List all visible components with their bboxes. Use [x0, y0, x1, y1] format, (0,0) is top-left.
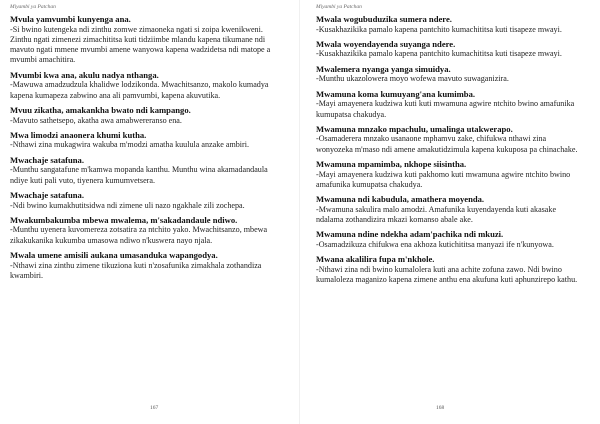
proverb-entry	[10, 190, 278, 211]
proverb-heading: Mwachaje satafuna.	[10, 189, 84, 200]
running-head: Miyambi ya Patchan	[316, 4, 362, 10]
right-page	[316, 0, 584, 424]
proverb-list	[316, 14, 584, 290]
book-gutter	[299, 0, 300, 424]
proverb-explanation: -Ndi bwino kumakhutitsidwa ndi zimene uli nazo ngakhale zili zochepa.	[10, 200, 245, 210]
page-number: 168	[436, 405, 445, 411]
proverb-entry	[316, 89, 584, 120]
proverb-heading: Mwala wogubuduzika sumera ndere.	[316, 14, 452, 24]
proverb-explanation: -Kusakhazikika pamalo kapena pantchito kumachititsa kuti tisapeze mwayi.	[316, 24, 562, 34]
proverb-heading: Mvumbi kwa ana, akulu nadya nthanga.	[10, 69, 159, 80]
proverb-explanation: -Si bwino kutengeka ndi zinthu zomwe zimaoneka ngati si zoipa kwenikweni. Zinthu ngati zimenezi zimachititsa kuti tidziimbe mlandu kapena tikumane ndi mavuto ngati mmene mvumbi amene wanyowa kapena wadzidetsa ndi matope a mvumbi amachitira.	[10, 24, 271, 65]
proverb-heading: Mwala woyendayenda suyanga ndere.	[316, 38, 456, 49]
proverb-explanation: -Munthu ukazolowera moyo wofewa mavuto suwaganizira.	[316, 74, 509, 84]
proverb-heading: Mwamuna mnzako mpachulu, umalinga utakwerapo.	[316, 123, 513, 134]
proverb-explanation: -Nthawi zina mukagwira wakuba m'modzi amatha kuulula anzake ambiri.	[10, 140, 250, 150]
proverb-list	[10, 14, 278, 285]
proverb-heading: Mwachaje satafuna.	[10, 154, 84, 165]
proverb-entry	[316, 124, 584, 155]
proverb-heading: Mwakumbakumba mbewa mwalema, m'sakadandaule ndiwo.	[10, 214, 238, 225]
proverb-entry	[316, 14, 584, 35]
proverb-entry	[316, 159, 584, 190]
running-head: Miyambi ya Patchan	[10, 4, 56, 10]
page-number: 167	[150, 405, 159, 411]
proverb-entry	[316, 229, 584, 250]
proverb-explanation: -Mwamuna sakulira malo amodzi. Amafunika kuyendayenda kuti akasake ndalama zothandizira mkazi komanso abale ake.	[316, 204, 557, 225]
proverb-explanation: -Munthu sangatafune m'kamwa mopanda kanthu. Munthu wina akamadandaula ndiye kuti pali vuto, tiyenera kumumvetsera.	[10, 165, 268, 185]
proverb-explanation: -Nthawi zina zinthu zimene tikuziona kuti n'zosafunika zimakhala zothandiza kwambiri.	[10, 260, 262, 280]
proverb-explanation: -Mayi amayenera kudziwa kuti kuti mwamuna agwire ntchito bwino amafunika kumupatsa chakudya.	[316, 99, 575, 119]
proverb-heading: Mwalemera nyanga yanga simuidya.	[316, 63, 451, 74]
left-page	[10, 0, 278, 424]
proverb-entry	[10, 250, 278, 281]
proverb-explanation: -Kusakhazikika pamalo kapena pantchito kumachititsa kuti tisapeze mwayi.	[316, 49, 562, 59]
proverb-entry	[10, 130, 278, 151]
proverb-entry	[10, 155, 278, 186]
proverb-heading: Mwamuna ndine ndekha adam'pachika ndi mkuzi.	[316, 229, 504, 240]
proverb-entry	[10, 215, 278, 246]
proverb-heading: Mwamuna mpamimba, nkhope siisintha.	[316, 159, 467, 170]
proverb-heading: Mwamuna koma kumuyang'ana kumimba.	[316, 88, 476, 99]
proverb-entry	[10, 70, 278, 101]
proverb-entry	[316, 194, 584, 225]
proverb-explanation: -Munthu uyenera kuvomereza zotsatira za ntchito yako. Mwachitsanzo, mbewa zikakukanika kukumba umasowa ndiwo n'kuswera nayo njala.	[10, 225, 268, 245]
proverb-entry	[10, 105, 278, 126]
proverb-explanation: -Osamaderera mnzako usanaone mphamvu zake, chifukwa nthawi zina wonyozeka m'maso ndi amene amakutidzimula kapena kukuposa pa chinachake.	[316, 134, 578, 154]
proverb-heading: Mwala umene amisili aukana umasanduka wapangodya.	[10, 250, 218, 261]
proverb-explanation: -Mavuto sathetsepo, akatha awa amabwereranso ena.	[10, 115, 182, 125]
proverb-heading: Mwamuna ndi kabudula, amathera moyenda.	[316, 194, 485, 205]
proverb-entry	[316, 39, 584, 60]
proverb-heading: Mvuu zikatha, amakankha bwato ndi kampango.	[10, 104, 191, 115]
proverb-heading: Mwa limodzi anaonera khumi kutha.	[10, 129, 147, 140]
proverb-explanation: -Mawuwa amadzudzula khalidwe lodzikonda. Mwachitsanzo, makolo kumadya kapena kumapeza zabwino ana ali pamvumbi, kapena akuvutika.	[10, 80, 269, 100]
proverb-entry	[316, 254, 584, 285]
proverb-explanation: -Osamadzikuza chifukwa ena akhoza kutichititsa manyazi ife n'kunyowa.	[316, 240, 554, 250]
proverb-entry	[316, 64, 584, 85]
proverb-explanation: -Nthawi zina ndi bwino kumalolera kuti ana achite zofuna zawo. Ndi bwino kumaloleza maganizo kapena zimene anthu ena akufuna kuti aphunzirepo kathu.	[316, 264, 578, 285]
proverb-heading: Mwana akalilira fupa m'nkhole.	[316, 254, 435, 265]
proverb-heading: Mvula yamvumbi kunyenga ana.	[10, 14, 131, 24]
proverb-explanation: -Mayi amayenera kudziwa kuti pakhomo kuti mwamuna agwire ntchito bwino amafunika kumupatsa chakudya.	[316, 169, 571, 189]
proverb-entry	[10, 14, 278, 66]
